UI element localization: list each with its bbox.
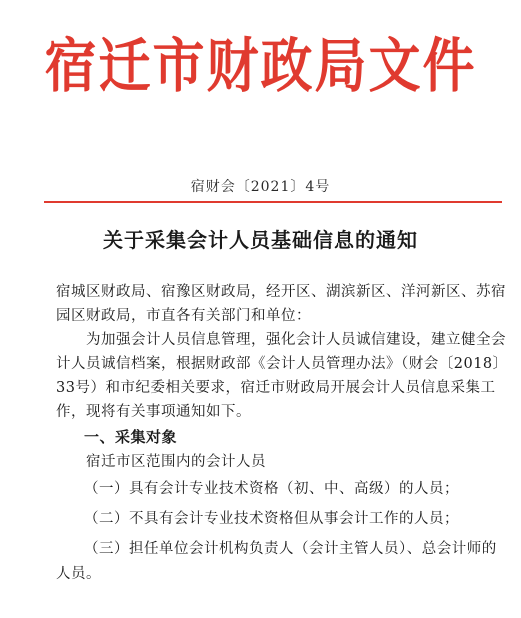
red-divider-line bbox=[44, 201, 502, 203]
list-item: （三）担任单位会计机构负责人（会计主管人员）、总会计师的人员。 bbox=[56, 541, 497, 582]
section-lead: 宿迁市区范围内的会计人员 bbox=[86, 454, 266, 470]
section-heading: 一、采集对象 bbox=[84, 428, 178, 446]
document-number: 宿财会〔2021〕4号 bbox=[190, 179, 331, 195]
addressees: 宿城区财政局、宿豫区财政局，经开区、湖滨新区、洋河新区、苏宿园区财政局，市直各有关部门和单位： bbox=[56, 284, 506, 324]
list-item: （一）具有会计专业技术资格（初、中、高级）的人员； bbox=[84, 481, 459, 497]
list-item: （二）不具有会计专业技术资格但从事会计工作的人员； bbox=[84, 511, 459, 527]
intro-paragraph: 为加强会计人员信息管理，强化会计人员诚信建设，建立健全会计人员诚信档案，根据财政部《会计人员管理办法》（财会〔2018〕33号）和市纪委相关要求，宿迁市财政局开展会计人员信息采集工作，现将有关事项通知如下。 bbox=[56, 332, 506, 420]
notice-title: 关于采集会计人员基础信息的通知 bbox=[103, 228, 418, 252]
notice-body bbox=[56, 280, 506, 587]
document-masthead: 宿迁市财政局文件 bbox=[44, 32, 477, 101]
